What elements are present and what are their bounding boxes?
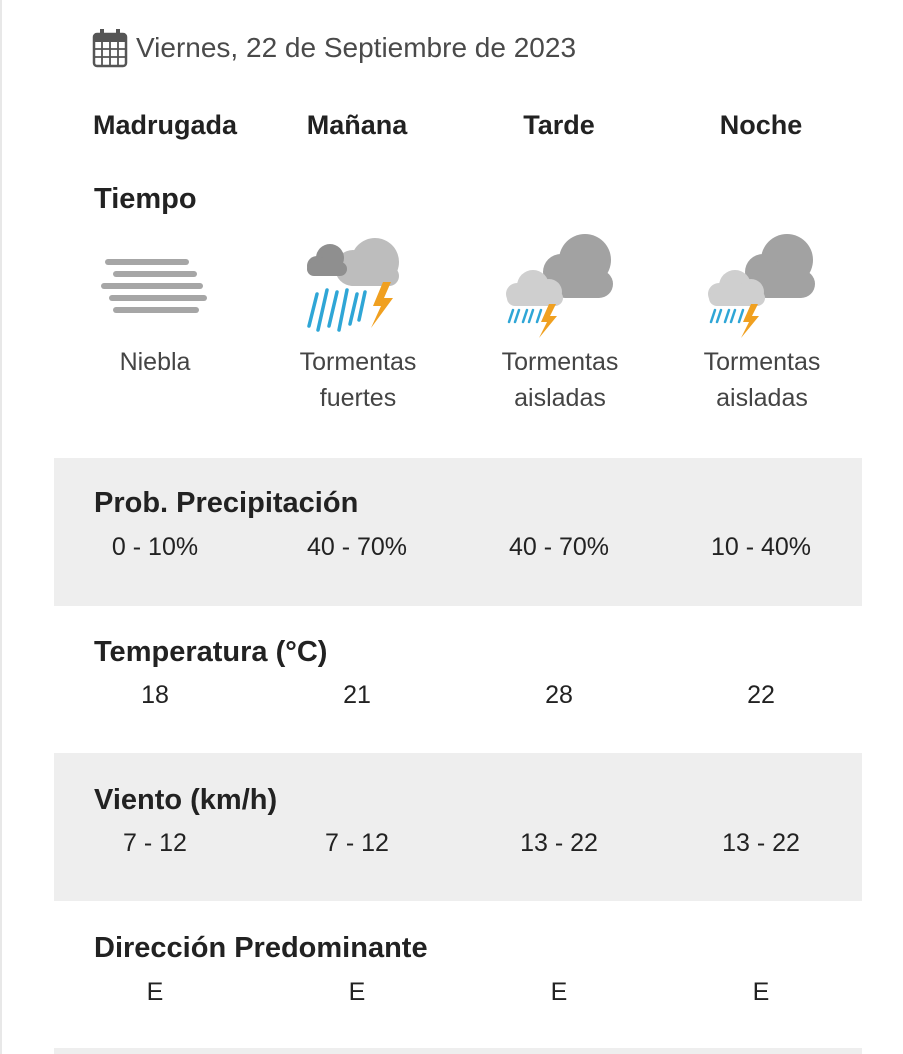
weather-desc-noche	[672, 344, 852, 416]
period-header-row	[0, 110, 903, 156]
fog-icon	[96, 228, 216, 340]
temperature-value: 22	[747, 681, 775, 709]
wind-band	[54, 753, 862, 901]
wind-value: 13 - 22	[520, 829, 598, 857]
weather-title: Tiempo	[94, 183, 197, 215]
weather-desc-line1: Tormentas	[703, 348, 821, 376]
precipitation-value: 40 - 70%	[306, 533, 408, 561]
weather-desc-tarde	[470, 344, 650, 416]
next-section-band	[54, 1048, 862, 1054]
direction-value: E	[146, 978, 164, 1006]
weather-desc-line1: Niebla	[119, 348, 191, 376]
period-tarde: Tarde	[523, 110, 595, 140]
precipitation-title: Prob. Precipitación	[94, 487, 359, 519]
direction-value: E	[752, 978, 770, 1006]
weather-desc-line1: Tormentas	[501, 348, 619, 376]
calendar-icon	[92, 28, 128, 68]
date-header	[92, 26, 576, 70]
precipitation-value: 0 - 10%	[111, 533, 199, 561]
period-madrugada: Madrugada	[93, 110, 238, 140]
weather-desc-line2: aisladas	[514, 384, 606, 412]
temperature-value: 21	[343, 681, 371, 709]
isolated-storm-icon	[499, 228, 619, 340]
period-noche: Noche	[719, 110, 803, 140]
temperature-value: 28	[545, 681, 573, 709]
weather-desc-line2: aisladas	[716, 384, 808, 412]
weather-desc-madrugada	[65, 344, 245, 380]
weather-desc-manana	[268, 344, 448, 416]
direction-title: Dirección Predominante	[94, 932, 428, 964]
wind-value: 7 - 12	[123, 829, 187, 857]
precipitation-band	[54, 458, 862, 606]
precipitation-value: 10 - 40%	[710, 533, 812, 561]
isolated-storm-icon	[701, 228, 821, 340]
weather-desc-line2: fuertes	[319, 384, 397, 412]
wind-title: Viento (km/h)	[94, 784, 278, 816]
wind-value: 7 - 12	[325, 829, 389, 857]
wind-value: 13 - 22	[722, 829, 800, 857]
precipitation-value: 40 - 70%	[508, 533, 610, 561]
heavy-storm-icon	[297, 228, 417, 340]
temperature-title: Temperatura (°C)	[94, 636, 328, 668]
temperature-value: 18	[141, 681, 169, 709]
direction-value: E	[348, 978, 366, 1006]
direction-value: E	[550, 978, 568, 1006]
period-manana: Mañana	[306, 110, 408, 140]
left-border	[0, 0, 2, 1054]
weather-desc-line1: Tormentas	[299, 348, 417, 376]
date-text: Viernes, 22 de Septiembre de 2023	[136, 32, 577, 63]
